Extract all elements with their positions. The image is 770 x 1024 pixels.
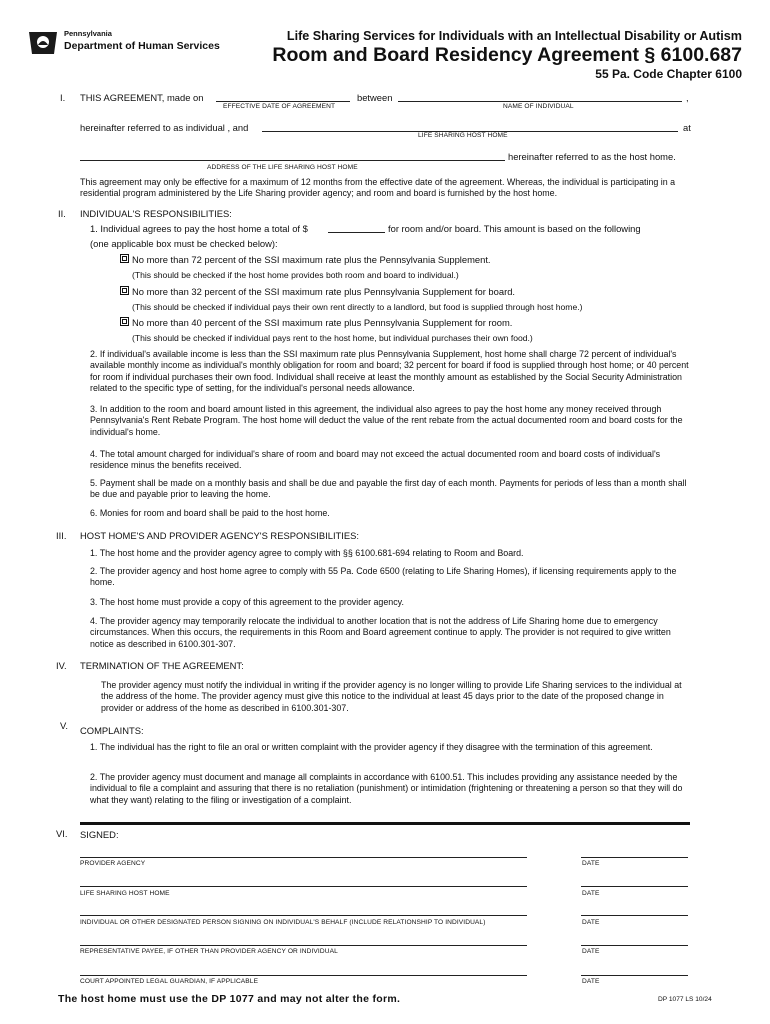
title-line1: Life Sharing Services for Individuals with an Intellectual Disability or Autism [286,29,742,43]
s3-item1: 1. The host home and the provider agency agree to comply with §§ 6100.681-694 relating to Room and Board. [90,548,524,558]
section-5-numeral: V. [60,720,68,731]
dhs-logo [26,28,60,58]
individual-name-caption: NAME OF INDIVIDUAL [503,103,574,110]
rep-payee-date-label: DATE [582,948,600,955]
section-3-numeral: III. [56,530,67,541]
s2-item6: 6. Monies for room and board shall be paid to the host home. [90,508,330,518]
option-72-label: No more than 72 percent of the SSI maximum rate plus the Pennsylvania Supplement. [132,254,491,265]
rep-payee-date-line[interactable] [581,945,688,946]
s2-item3: 3. In addition to the room and board amount listed in this agreement, the individual also agrees to pay the host home any money received through Pennsylvania's Rent Rebate Program. The host home will deduct the value of the rent rebate from the actual documented room and board costs for the individual's home. [90,404,683,437]
s3-item4: 4. The provider agency may temporarily relocate the individual to another location that is not the address of Life Sharing home due to emergency circumstances. When this occurs, the requirements in this Room and Board agreement continue to apply. The provider is not required to give written notice as described in 6100.301-307. [90,616,671,649]
section-4-heading: TERMINATION OF THE AGREEMENT: [80,660,244,671]
s2-item1-text-c: (one applicable box must be checked below): [90,238,278,249]
s2-item1-text-a: 1. Individual agrees to pay the host home a total of $ [90,223,308,234]
option-32-percent [120,286,515,298]
host-home-signature-line[interactable] [80,886,527,887]
s2-item4: 4. The total amount charged for individual's share of room and board may not exceed the actual documented room and board costs of individual's residence minus the benefits received. [90,449,661,471]
option-72-checkbox[interactable] [120,254,129,263]
referred-individual-label: hereinafter referred to as individual , and [80,122,249,133]
individual-name-field[interactable] [398,101,682,102]
effective-date-caption: EFFECTIVE DATE OF AGREEMENT [223,103,336,110]
form-id: DP 1077 LS 10/24 [658,996,712,1003]
guardian-date-line[interactable] [581,975,688,976]
agreement-made-on-label: THIS AGREEMENT, made on [80,92,204,103]
s5-item2: 2. The provider agency must document and manage all complaints in accordance with 6100.51. This includes providing any assistance needed by the individual to file a complaint and assuring that there is no retaliation (punishment) or intimidation (frightening or threatening a person so that they will do what they want) relating to the filing or investigation of a complaint. [90,772,683,805]
provider-agency-date-label: DATE [582,860,600,867]
rep-payee-label: REPRESENTATIVE PAYEE, IF OTHER THAN PROVIDER AGENCY OR INDIVIDUAL [80,948,338,955]
s5-item1: 1. The individual has the right to file an oral or written complaint with the provider agency if they disagree with the termination of this agreement. [90,742,653,752]
option-72-note: (This should be checked if the host home provides both room and board to individual.) [132,270,459,280]
host-home-date-line[interactable] [581,886,688,887]
option-40-checkbox[interactable] [120,317,129,326]
option-32-label: No more than 32 percent of the SSI maximum rate plus Pennsylvania Supplement for board. [132,286,516,297]
guardian-date-label: DATE [582,978,600,985]
host-home-sign-label: LIFE SHARING HOST HOME [80,890,170,897]
section-2-numeral: II. [58,208,66,219]
option-72-percent [120,254,491,266]
option-40-percent [120,317,512,329]
s3-item2: 2. The provider agency and host home agree to comply with 55 Pa. Code 6500 (relating to Life Sharing Homes), if licensing requirements apply to the home. [90,566,677,588]
effective-text: This agreement may only be effective for a maximum of 12 months from the effective date of the agreement. Whereas, the individual is participating in a residential program administered by the Life Sharing provider agency; and room and board is furnished by the host home. [80,177,676,199]
between-label: between [357,92,393,103]
individual-date-line[interactable] [581,915,688,916]
title-line3: 55 Pa. Code Chapter 6100 [595,67,742,81]
guardian-signature-line[interactable] [80,975,527,976]
section-1-numeral: I. [60,92,66,103]
guardian-label: COURT APPOINTED LEGAL GUARDIAN, IF APPLICABLE [80,978,259,985]
individual-sign-label: INDIVIDUAL OR OTHER DESIGNATED PERSON SIGNING ON INDIVIDUAL'S BEHALF (INCLUDE RELATIONSHIP TO INDIVIDUAL) [80,919,486,926]
individual-date-label: DATE [582,919,600,926]
signature-divider [80,822,690,825]
s4-text: The provider agency must notify the individual in writing if the provider agency is no longer willing to provide Life Sharing services to the individual at the address of the home. The provider agency must give this notice to the individual at least 45 days prior to the date of the proposed change in provider or address of the home as described in 6100.301-307. [101,680,682,713]
org-state: Pennsylvania [64,29,112,38]
host-home-caption: LIFE SHARING HOST HOME [418,132,508,139]
s2-item2: 2. If individual's available income is less than the SSI maximum rate plus Pennsylvania Supplement, host home shall charge 72 percent of individual's available monthly income as individual's monthly obligation for room and board; 32 percent for board if food is supplied through host home; or 40 percent for room if individual purchases their own food. Individual shall receive at least the monthly amount as established by the Social Security Administration related to the specific type of setting, for the individual's personal needs allowance. [90,349,689,394]
address-caption: ADDRESS OF THE LIFE SHARING HOST HOME [207,164,358,171]
individual-signature-line[interactable] [80,915,527,916]
effective-date-field[interactable] [216,101,350,102]
option-32-note: (This should be checked if individual pays their own rent directly to a landlord, but food is supplied through host home.) [132,302,583,312]
page-title: Room and Board Residency Agreement § 6100.687 [272,44,742,66]
comma-mark: , [686,92,689,103]
s2-item1-text-b: for room and/or board. This amount is based on the following [388,223,641,234]
referred-host-label: hereinafter referred to as the host home. [508,151,676,162]
section-2-heading: INDIVIDUAL'S RESPONSIBILITIES: [80,208,232,219]
section-3-heading: HOST HOME'S AND PROVIDER AGENCY'S RESPONSIBILITIES: [80,530,359,541]
section-6-heading: SIGNED: [80,829,119,840]
org-department: Department of Human Services [64,40,220,52]
rep-payee-signature-line[interactable] [80,945,527,946]
room-board-amount-field[interactable] [328,232,385,233]
section-4-numeral: IV. [56,660,67,671]
keystone-seal-icon [26,28,60,58]
footer-notice: The host home must use the DP 1077 and may not alter the form. [58,993,401,1005]
host-home-date-label: DATE [582,890,600,897]
at-label: at [683,122,691,133]
option-40-label: No more than 40 percent of the SSI maximum rate plus Pennsylvania Supplement for room. [132,317,513,328]
section-6-numeral: VI. [56,828,68,839]
provider-agency-signature-line[interactable] [80,857,527,858]
section-5-heading: COMPLAINTS: [80,725,144,736]
s3-item3: 3. The host home must provide a copy of this agreement to the provider agency. [90,597,404,607]
provider-agency-label: PROVIDER AGENCY [80,860,146,867]
host-home-address-field[interactable] [80,160,505,161]
option-32-checkbox[interactable] [120,286,129,295]
s2-item5: 5. Payment shall be made on a monthly basis and shall be due and payable the first day of each month. Payments for periods of less than a month shall be due and payable prior to leaving the home. [90,478,687,500]
provider-agency-date-line[interactable] [581,857,688,858]
option-40-note: (This should be checked if individual pays rent to the host home, but individual purchases their own food.) [132,333,533,343]
